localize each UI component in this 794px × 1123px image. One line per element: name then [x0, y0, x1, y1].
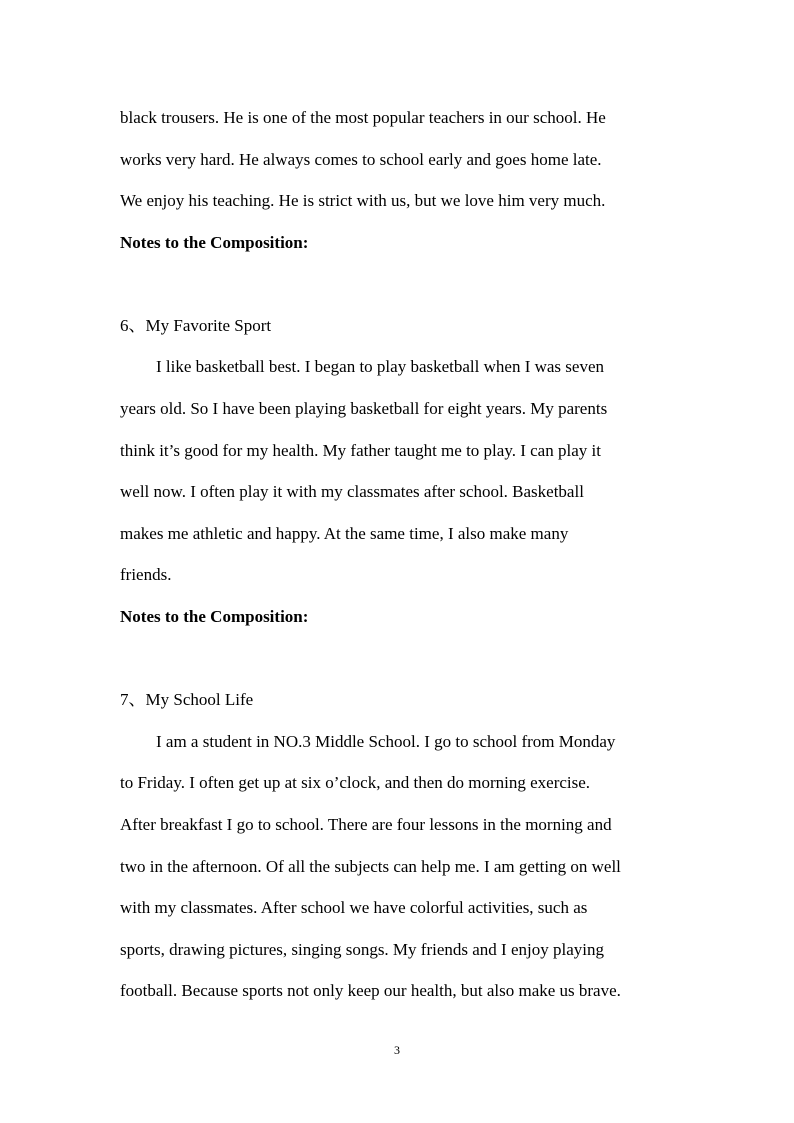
- paragraph-line: think it’s good for my health. My father taught me to play. I can play it: [120, 441, 601, 460]
- paragraph-line: makes me athletic and happy. At the same time, I also make many: [120, 524, 569, 543]
- paragraph-line: sports, drawing pictures, singing songs. My friends and I enjoy playing: [120, 940, 604, 959]
- paragraph-line: We enjoy his teaching. He is strict with us, but we love him very much.: [120, 191, 606, 210]
- paragraph-line: I like basketball best. I began to play basketball when I was seven: [156, 357, 605, 376]
- notes-heading: Notes to the Composition:: [120, 607, 309, 626]
- page-number: 3: [394, 1043, 400, 1057]
- paragraph-line: friends.: [120, 565, 172, 584]
- notes-heading: Notes to the Composition:: [120, 233, 309, 252]
- paragraph-line: two in the afternoon. Of all the subjects can help me. I am getting on well: [120, 857, 621, 876]
- paragraph-line: with my classmates. After school we have colorful activities, such as: [120, 898, 588, 917]
- paragraph-line: works very hard. He always comes to school early and goes home late.: [120, 150, 602, 169]
- section-heading: 7、My School Life: [120, 690, 254, 709]
- paragraph-line: black trousers. He is one of the most popular teachers in our school. He: [120, 108, 606, 127]
- paragraph-line: football. Because sports not only keep our health, but also make us brave.: [120, 981, 621, 1000]
- paragraph-line: to Friday. I often get up at six o’clock, and then do morning exercise.: [120, 773, 591, 792]
- paragraph-line: I am a student in NO.3 Middle School. I go to school from Monday: [156, 732, 616, 751]
- paragraph-line: well now. I often play it with my classmates after school. Basketball: [120, 482, 584, 501]
- section-heading: 6、My Favorite Sport: [120, 316, 272, 335]
- paragraph-line: After breakfast I go to school. There are four lessons in the morning and: [120, 815, 612, 834]
- paragraph-line: years old. So I have been playing basketball for eight years. My parents: [120, 399, 608, 418]
